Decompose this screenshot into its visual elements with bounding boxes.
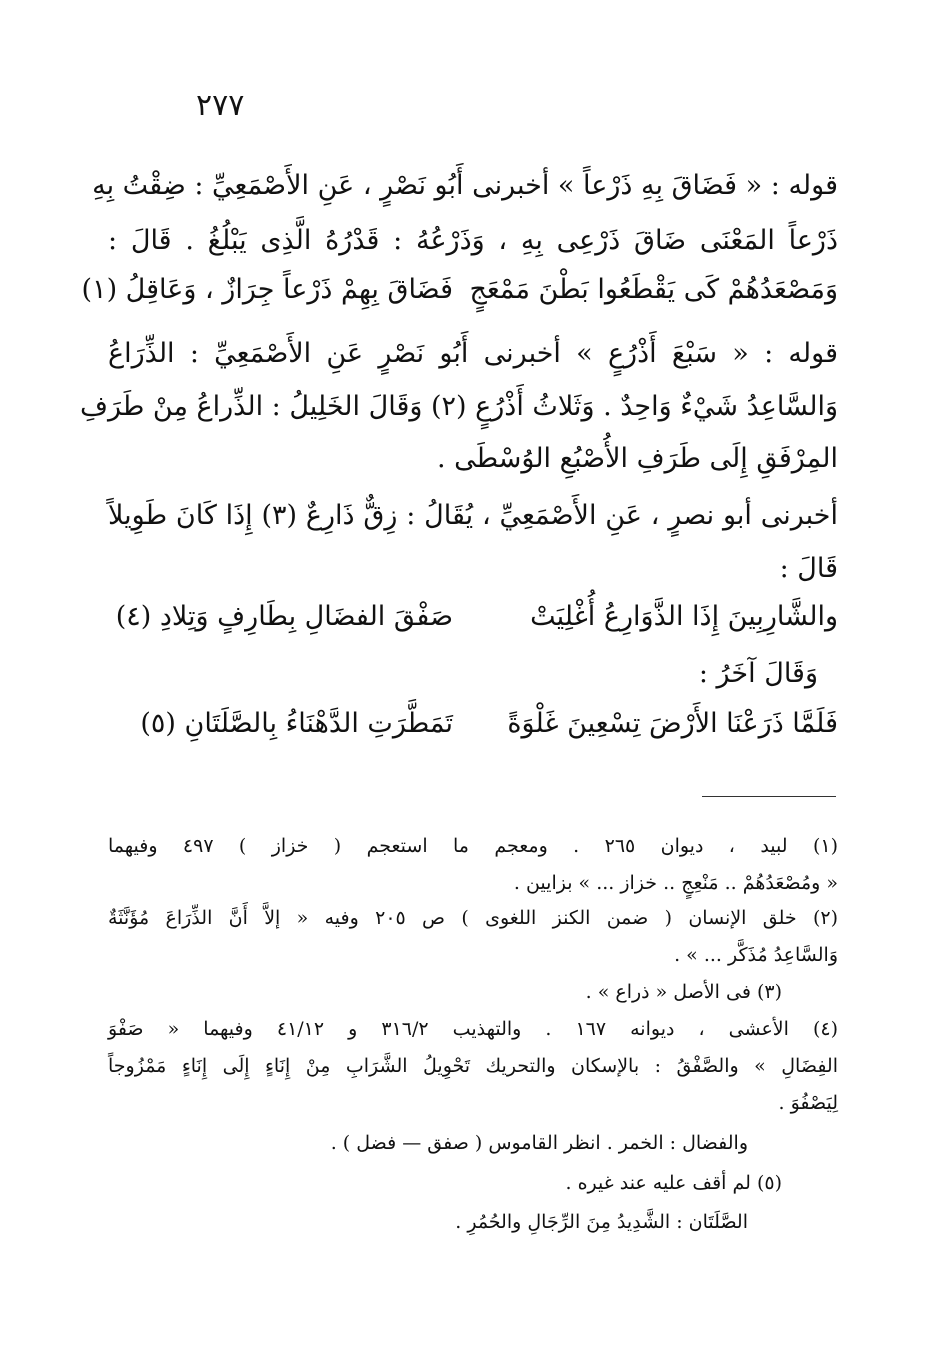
footnote-line: الصَّلَتَان : الشَّدِيدُ مِنَ الرِّجَالِ والحُمُرِ . (455, 1211, 748, 1233)
verse-line (108, 593, 838, 641)
footnote-separator (702, 796, 836, 797)
footnote-line: لِيَصْفُوَ . (778, 1092, 838, 1114)
footnote-line: (٤) الأعشى ، ديوانه ١٦٧ . والتهذيب ٣١٦/٢ و ٤١/١٢ وفيهما « صَفْوَ (108, 1018, 839, 1040)
verse-line (81, 266, 838, 314)
body-line: قوله : « فَضَاقَ بِهِ ذَرْعاً » أخبرنى أَبُو نَصْرٍ ، عَنِ الأَصْمَعِيِّ : ضِقْتُ بِهِ (92, 170, 838, 201)
verse-first-hemistich: والشَّارِبِينَ إِذَا الذَّوَارِعُ أُغْلِيَتْ (530, 601, 838, 632)
footnote-line: الفِضَالِ » والصَّفْقُ : بالإسكان والتحريك تَحْوِيلُ الشَّرَابِ مِنْ إِنَاءٍ إِلَى إِنَاءٍ مَمْزُوجاً (108, 1055, 838, 1077)
verse-second-hemistich: صَفْقَ الفضَالِ بِطَارِفٍ وَتِلادِ (٤) (115, 601, 453, 632)
verse-second-hemistich: فَضَاقَ بِهِمْ ذَرْعاً جِرَازٌ ، وَعَاقِلُ (١) (81, 274, 453, 305)
footnote-line: « ومُصْعَدُهُمْ .. مَنْعِجٍ .. خزاز ... » بزايين . (513, 872, 838, 894)
verse-line (108, 700, 838, 748)
footnote-line: والفضال : الخمر . انظر القاموس ( صفق — فضل ) . (330, 1132, 748, 1154)
verse-first-hemistich: وَمَصْعَدُهُمْ كَى يَقْطَعُوا بَطْنَ مَمْعَجٍ (469, 274, 838, 305)
body-line: المِرْفَقِ إِلَى طَرَفِ الأُصْبُعِ الوُسْطَى . (436, 443, 838, 474)
body-line: وَقَالَ آخَرُ : (698, 658, 818, 689)
body-line: أخبرنى أبو نصرٍ ، عَنِ الأَصْمَعِيِّ ، يُقَالُ : زِقٌّ ذَارِعٌ (٣) إِذَا كَانَ طَوِيلاً (108, 500, 839, 531)
footnote-line: (٢) خلق الإنسان ( ضمن الكنز اللغوى ) ص ٢٠٥ وفيه « إلاَّ أَنَّ الذِّرَاعَ مُؤَنَّثَةٌ (108, 907, 839, 929)
verse-first-hemistich: فَلَمَّا ذَرَعْنَا الأَرْضَ تِسْعِينَ غَلْوَةً (507, 708, 838, 739)
page-number: ٢٧٧ (196, 88, 245, 123)
body-line: ذَرْعاً المَعْنَى ضَاقَ ذَرْعِى بِهِ ، وَذَرْعُهُ : قَدْرُهُ الَّذِى يَبْلُغُ . قَالَ : (108, 225, 838, 256)
body-line: وَالسَّاعِدُ شَيْءٌ وَاحِدٌ . وَثَلاثُ أَذْرُعٍ (٢) وَقَالَ الخَلِيلُ : الذِّراعُ مِنْ طَرَفِ (79, 391, 838, 422)
footnote-line: وَالسَّاعِدُ مُذَكَّر ... » . (674, 944, 838, 966)
body-line: قوله : « سَبْعَ أَذْرُعٍ » أخبرنى أَبُو نَصْرٍ عَنِ الأَصْمَعِيِّ : الذِّرَاعُ (108, 338, 838, 369)
body-line: قَالَ : (779, 553, 838, 584)
footnote-line: (٣) فى الأصل « ذراع » . (585, 981, 782, 1003)
verse-second-hemistich: تَمَطَّرَتِ الدَّهْنَاءُ بِالصَّلَتَانِ (٥) (140, 708, 453, 739)
footnote-line: (٥) لم أقف عليه عند غيره . (565, 1172, 782, 1194)
footnote-line: (١) لبيد ، ديوان ٢٦٥ . ومعجم ما استعجم ( خزاز ) ٤٩٧ وفيهما (108, 835, 838, 857)
